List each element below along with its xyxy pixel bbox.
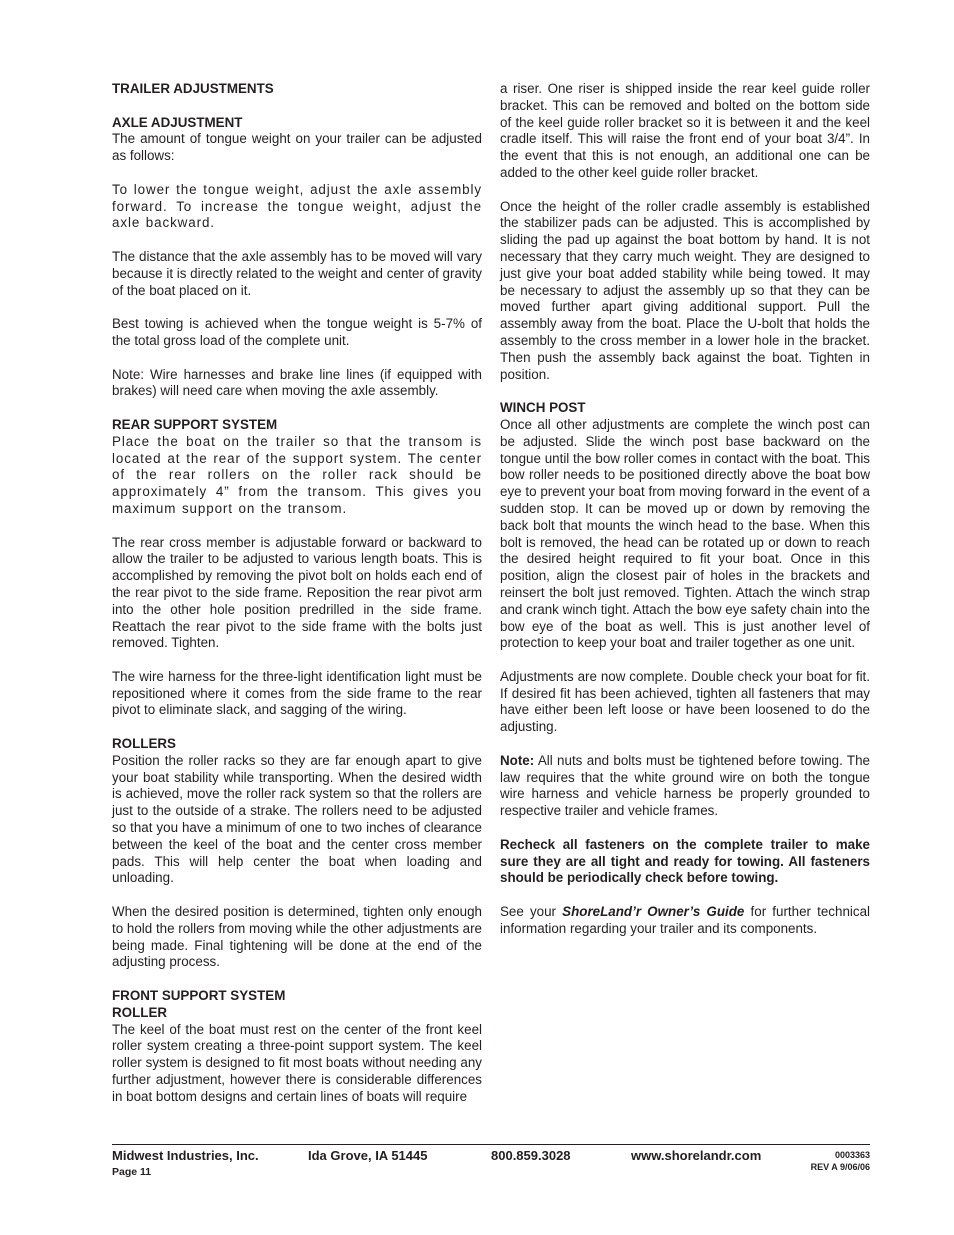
rear-support-heading: REAR SUPPORT SYSTEM xyxy=(112,416,278,432)
roller-subheading: ROLLER xyxy=(112,1004,168,1020)
axle-paragraph-5: Note: Wire harnesses and brake line lines (if equipped with brakes) will need care when moving the axle assembly. xyxy=(112,366,482,399)
footer-phone: 800.859.3028 xyxy=(491,1148,571,1163)
right-column xyxy=(500,81,870,954)
rollers-heading: ROLLERS xyxy=(112,736,176,752)
front-support-paragraph-1: The keel of the boat must rest on the center of the front keel roller system creating a three-point support system. The keel roller system is designed to fit most boats without needing any further adjustment, however there is considerable differences in boat bottom designs and certain lines of boats will require xyxy=(112,1021,482,1104)
see-guide-prefix: See your xyxy=(500,904,563,920)
axle-paragraph-2: To lower the tongue weight, adjust the axle assembly forward. To increase the tongue weight, adjust the axle backward. xyxy=(112,181,482,231)
footer-revision: REV A 9/06/06 xyxy=(810,1162,870,1172)
rear-support-paragraph-1: Place the boat on the trailer so that the transom is located at the rear of the support system. The center of the rear rollers on the roller rack should be approximately 4” from the transom. This gives you maximum support on the transom. xyxy=(112,433,482,516)
left-column xyxy=(112,81,482,1106)
see-guide-paragraph xyxy=(500,904,870,938)
stabilizer-paragraph: Once the height of the roller cradle assembly is established the stabilizer pads can be adjusted. This is accomplished by sliding the pad up against the boat bottom by hand. It is not necessary that they carry much weight. They are designed to just give your boat added stability while being towed. It may be necessary to adjust the assembly up so that they can be moved further apart giving additional support. Pull the assembly away from the boat. Place the U-bolt that holds the assembly to the cross member in a lower hole in the bracket. Then push the assembly back against the boat. Tighten in position. xyxy=(500,198,870,382)
see-guide-suffix: for further technical information regarding your trailer and its components. xyxy=(500,904,870,936)
footer-page-number: Page 11 xyxy=(112,1166,152,1178)
axle-paragraph-4: Best towing is achieved when the tongue weight is 5-7% of the total gross load of the complete unit. xyxy=(112,316,482,348)
front-support-heading: FRONT SUPPORT SYSTEM xyxy=(112,988,286,1004)
axle-adjustment-heading: AXLE ADJUSTMENT xyxy=(112,114,243,130)
footer-doc-number: 0003363 xyxy=(834,1150,870,1160)
footer-rule xyxy=(112,1144,870,1145)
axle-paragraph-3: The distance that the axle assembly has to be moved will vary because it is directly related to the weight and center of gravity of the boat placed on it. xyxy=(112,248,482,298)
note-label: Note: xyxy=(500,752,535,768)
recheck-paragraph: Recheck all fasteners on the complete trailer to make sure they are all tight and ready for towing. All fasteners should be periodically check before towing. xyxy=(500,836,870,886)
winch-post-paragraph-2: Adjustments are now complete. Double check your boat for fit. If desired fit has been achieved, tighten all fasteners that may have either been left loose or have been loosened to do the adjusting. xyxy=(500,668,870,735)
rollers-paragraph-2: When the desired position is determined, tighten only enough to hold the rollers from moving while the other adjustments are being made. Final tightening will be done at the end of the adjusting process. xyxy=(112,904,482,970)
note-text: All nuts and bolts must be tightened before towing. The law requires that the white ground wire on both the tongue wire harness and vehicle harness be properly grounded to respective trailer and vehicle frames. xyxy=(500,752,870,819)
rear-support-paragraph-3: The wire harness for the three-light identification light must be repositioned where it comes from the side frame to the rear pivot to eliminate slack, and sagging of the wiring. xyxy=(112,668,482,718)
riser-paragraph: a riser. One riser is shipped inside the rear keel guide roller bracket. This can be removed and bolted on the bottom side of the keel guide roller bracket so it is between it and the keel cradle itself. This will raise the front end of your boat 3/4”. In the event that this is not enough, an additional one can be added to the other keel guide roller bracket. xyxy=(500,81,870,180)
winch-post-heading: WINCH POST xyxy=(500,400,586,416)
axle-paragraph-1: The amount of tongue weight on your trailer can be adjusted as follows: xyxy=(112,131,482,164)
footer-website: www.shorelandr.com xyxy=(631,1148,762,1163)
footer-company: Midwest Industries, Inc. xyxy=(112,1148,259,1163)
rear-support-paragraph-2: The rear cross member is adjustable forward or backward to allow the trailer to be adjusted to various length boats. This is accomplished by removing the pivot bolt on holds each end of the rear pivot to the side frame. Reposition the rear pivot arm into the other hole position predrilled in the side frame. Reattach the rear pivot to the side frame with the bolts just removed. Tighten. xyxy=(112,534,482,651)
rollers-paragraph-1: Position the roller racks so they are far enough apart to give your boat stability while transporting. When the desired width is achieved, move the roller rack system so that the rollers are just to the outside of a strake. The rollers need to be adjusted so that you have a minimum of one to two inches of clearance between the keel of the boat and the center cross member pads. This will help center the boat when loading and unloading. xyxy=(112,752,482,886)
note-paragraph xyxy=(500,753,870,820)
winch-post-paragraph-1: Once all other adjustments are complete the winch post can be adjusted. Slide the winch post base backward on the tongue until the bow roller comes in contact with the boat. This bow roller needs to be positioned directly above the boat bow eye to prevent your boat from moving forward in the event of a sudden stop. It can be moved up or down by removing the back bolt that mounts the winch head to the base. When this bolt is removed, the head can be rotated up or down to reach the desired height required to fit your boat. Once in this position, align the closest pair of holes in the brackets and reinsert the bolt just removed. Tighten. Attach the winch strap and crank winch tight. Attach the bow eye safety chain into the bow eye of the boat as well. This is just another level of protection to keep your boat and trailer together as one unit. xyxy=(500,416,870,651)
footer-city: Ida Grove, IA 51445 xyxy=(308,1148,428,1163)
section-title: TRAILER ADJUSTMENTS xyxy=(112,81,274,96)
owners-guide-title: ShoreLand’r Owner’s Guide xyxy=(562,904,745,920)
